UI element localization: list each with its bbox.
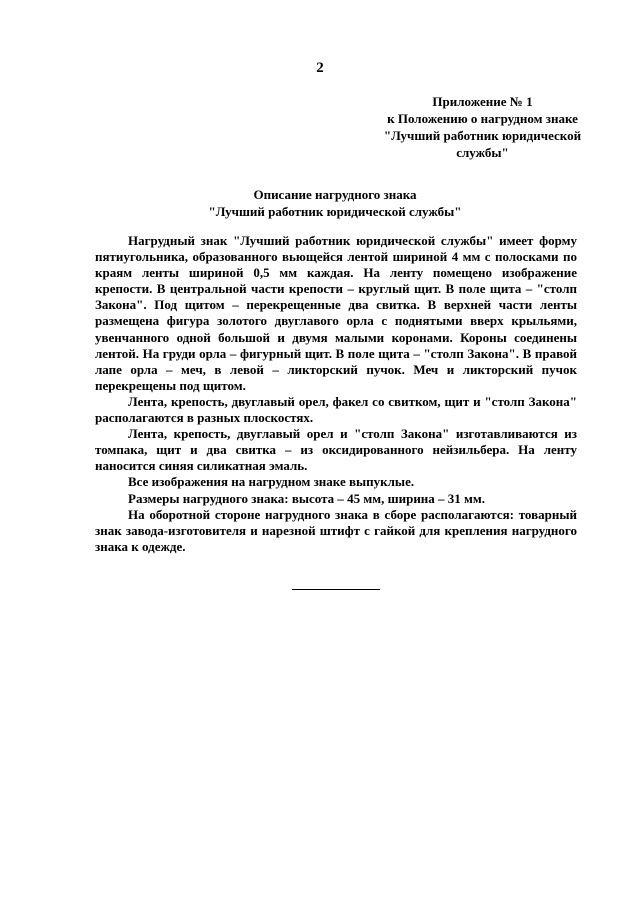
- paragraph: Лента, крепость, двуглавый орел и "столп Закона" изготавливаются из томпака, щит и два свитка – из оксидированного нейзильбера. На ленту наносится синяя силикатная эмаль.: [95, 426, 577, 474]
- appendix-header: [380, 93, 585, 161]
- page-number: 2: [316, 60, 324, 76]
- appendix-line: "Лучший работник юридической: [383, 128, 582, 143]
- appendix-line: к Положению о нагрудном знаке: [387, 111, 578, 126]
- appendix-line: службы": [456, 145, 509, 160]
- paragraph: Все изображения на нагрудном знаке выпуклые.: [128, 474, 415, 490]
- title-line: "Лучший работник юридической службы": [208, 204, 462, 219]
- document-title: [0, 186, 640, 220]
- title-line: Описание нагрудного знака: [253, 187, 417, 202]
- paragraph: Лента, крепость, двуглавый орел, факел со свитком, щит и "столп Закона" располагаются в разных плоскостях.: [95, 393, 577, 426]
- paragraph: Размеры нагрудного знака: высота – 45 мм, ширина – 31 мм.: [128, 490, 486, 506]
- body-text: [95, 233, 577, 555]
- paragraph: На оборотной стороне нагрудного знака в сборе располагаются: товарный знак завода-изготовителя и нарезной штифт с гайкой для крепления нагрудного знака к одежде.: [95, 506, 577, 554]
- separator-line: [292, 589, 380, 590]
- paragraph: Нагрудный знак "Лучший работник юридической службы" имеет форму пятиугольника, образованного вьющейся лентой шириной 4 мм с полосками по краям ленты шириной 0,5 мм каждая. На ленту помещено изображение крепости. В центральной части крепости – круглый щит. В поле щита – "столп Закона". Под щитом – перекрещенные два свитка. В верхней части ленты размещена фигура золотого двуглавого орла с поднятыми вверх крыльями, увенчанного одной большой и двумя малыми коронами. Короны соединены лентой. На груди орла – фигурный щит. В поле щита – "столп Закона". В правой лапе орла – меч, в левой – ликторский пучок. Меч и ликторский пучок перекрещены под щитом.: [95, 233, 577, 393]
- appendix-line: Приложение № 1: [432, 94, 533, 109]
